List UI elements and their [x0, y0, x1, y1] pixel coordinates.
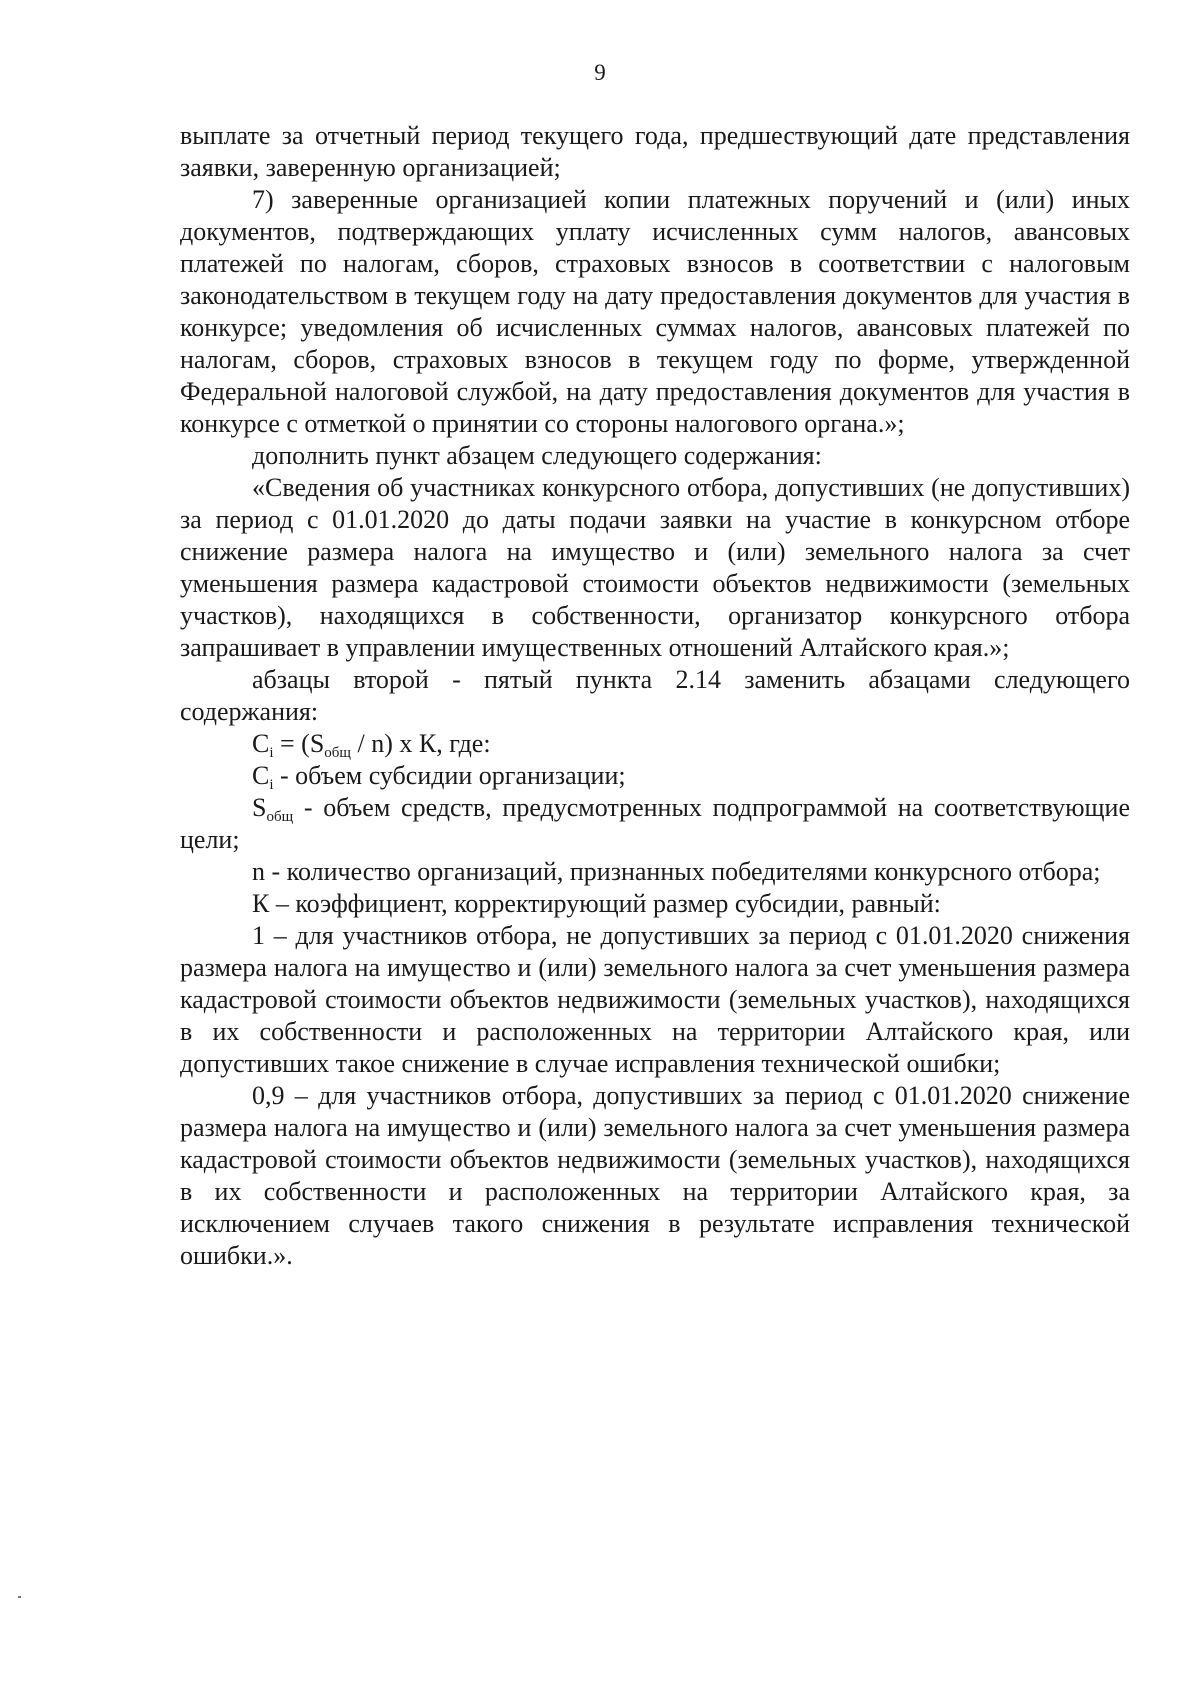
paragraph: абзацы второй - пятый пункта 2.14 заменить абзацами следующего содержания:: [180, 665, 1130, 726]
paragraph: 7) заверенные организацией копии платежных поручений и (или) иных документов, подтверждающих уплату исчисленных сумм налогов, авансовых платежей по налогам, сборов, страховых взносов в соответствии с налоговым законодательством в текущем году на дату предоставления документов для участия в конкурсе; уведомления об исчисленных суммах налогов, авансовых платежей по налогам, сборов, страховых взносов в текущем году по форме, утвержденной Федеральной налоговой службой, на дату предоставления документов для участия в конкурсе с отметкой о принятии со стороны налогового органа.»;: [180, 185, 1130, 438]
formula-line: [180, 728, 1130, 760]
definition-n: n - количество организаций, признанных победителями конкурсного отбора;: [252, 857, 1101, 886]
document-body: [180, 120, 1130, 1272]
paragraph: 0,9 – для участников отбора, допустивших за период с 01.01.2020 снижение размера налога на имущество и (или) земельного налога за счет уменьшения размера кадастровой стоимости объектов недвижимости (земельных участков), находящихся в их собственности и расположенных на территории Алтайского края, за исключением случаев такого снижения в результате исправления технической ошибки.».: [180, 1081, 1130, 1270]
def-ci-subscript: i: [269, 777, 274, 793]
def-s-symbol: S: [252, 793, 267, 822]
paragraph: «Сведения об участниках конкурсного отбора, допустивших (не допустивших) за период с 01.01.2020 до даты подачи заявки на участие в конкурсном отборе снижение размера налога на имущество и (или) земельного налога за счет уменьшения размера кадастровой стоимости объектов недвижимости (земельных участков), находящихся в собственности, организатор конкурсного отбора запрашивает в управлении имущественных отношений Алтайского края.»;: [180, 473, 1130, 662]
formula-ci-symbol: C: [252, 729, 270, 758]
paragraph: дополнить пункт абзацем следующего содержания:: [252, 441, 822, 470]
scan-speck: [18, 1596, 21, 1598]
formula-equals-s: = (S: [273, 729, 325, 758]
definition-ci: [180, 760, 1130, 792]
def-ci-symbol: C: [252, 761, 270, 790]
page-number: 9: [594, 60, 606, 85]
formula-s-subscript: общ: [324, 745, 351, 761]
paragraph: выплате за отчетный период текущего года, предшествующий дате представления заявки, заверенную организацией;: [180, 121, 1130, 182]
def-s-subscript: общ: [266, 809, 294, 825]
def-s-text: - объем средств, предусмотренных подпрограммой на соответствующие цели;: [180, 793, 1130, 854]
formula-tail: / n) х К, где:: [350, 729, 491, 758]
paragraph: К – коэффициент, корректирующий размер субсидии, равный:: [252, 889, 941, 918]
formula-ci-subscript: i: [269, 745, 274, 761]
paragraph: 1 – для участников отбора, не допустивших за период с 01.01.2020 снижения размера налога на имущество и (или) земельного налога за счет уменьшения размера кадастровой стоимости объектов недвижимости (земельных участков), находящихся в их собственности и расположенных на территории Алтайского края, или допустивших такое снижение в случае исправления технической ошибки;: [180, 921, 1130, 1078]
definition-s: [180, 792, 1130, 856]
def-ci-text: - объем субсидии организации;: [273, 761, 626, 790]
